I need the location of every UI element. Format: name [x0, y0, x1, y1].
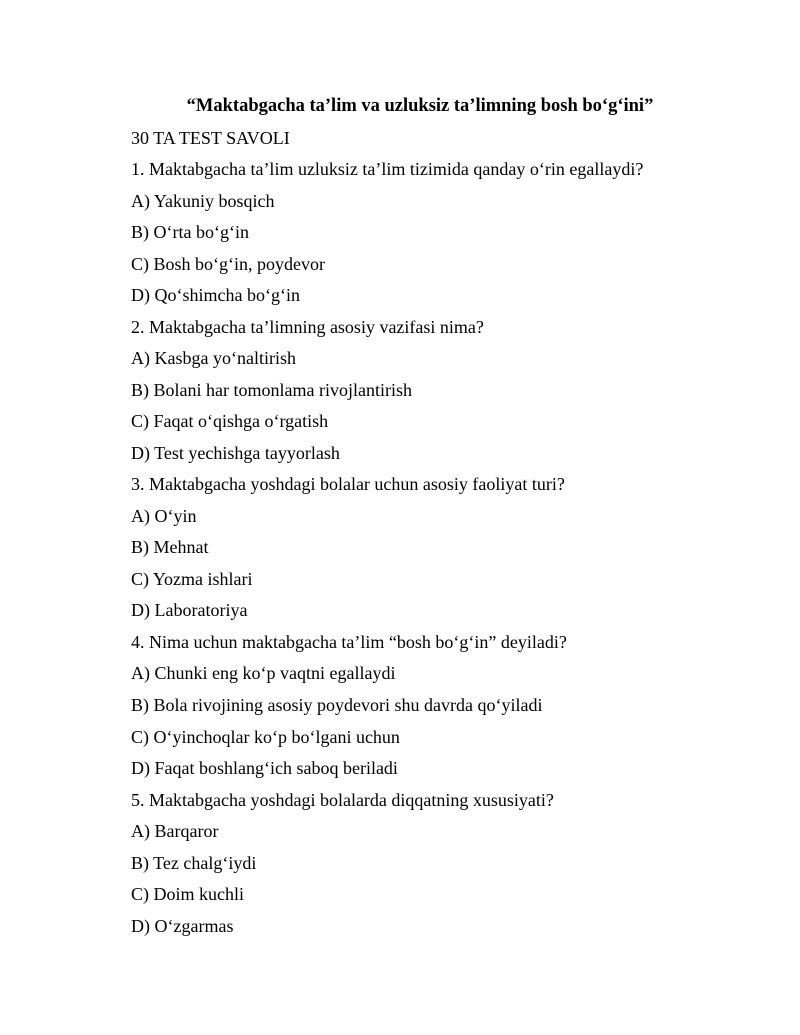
document-subtitle: 30 TA TEST SAVOLI — [131, 128, 290, 148]
question-4-option-d: D) Faqat boshlang‘ich saboq beriladi — [131, 758, 398, 778]
question-3-option-a: A) O‘yin — [131, 506, 197, 526]
question-2-option-c: C) Faqat o‘qishga o‘rgatish — [131, 411, 329, 431]
question-1-option-c: C) Bosh bo‘g‘in, poydevor — [131, 254, 325, 274]
question-5-option-a: A) Barqaror — [131, 821, 219, 841]
question-2-option-b: B) Bolani har tomonlama rivojlantirish — [131, 380, 412, 400]
question-2-option-d: D) Test yechishga tayyorlash — [131, 443, 340, 463]
question-1-text: 1. Maktabgacha ta’lim uzluksiz ta’lim tizimida qanday o‘rin egallaydi? — [131, 159, 644, 179]
question-5-text: 5. Maktabgacha yoshdagi bolalarda diqqatning xususiyati? — [131, 790, 554, 810]
question-2-text: 2. Maktabgacha ta’limning asosiy vazifasi nima? — [131, 317, 484, 337]
document-title: “Maktabgacha ta’lim va uzluksiz ta’limning bosh bo‘g‘ini” — [186, 96, 654, 116]
question-3-option-d: D) Laboratoriya — [131, 600, 248, 620]
question-5-option-c: C) Doim kuchli — [131, 884, 244, 904]
question-5-option-d: D) O‘zgarmas — [131, 916, 234, 936]
question-5-option-b: B) Tez chalg‘iydi — [131, 853, 257, 873]
question-4-text: 4. Nima uchun maktabgacha ta’lim “bosh bo‘g‘in” deyiladi? — [131, 632, 567, 652]
question-3-option-b: B) Mehnat — [131, 537, 209, 557]
question-3-text: 3. Maktabgacha yoshdagi bolalar uchun asosiy faoliyat turi? — [131, 474, 565, 494]
question-4-option-b: B) Bola rivojining asosiy poydevori shu davrda qo‘yiladi — [131, 695, 543, 715]
question-2-option-a: A) Kasbga yo‘naltirish — [131, 348, 296, 368]
question-1-option-a: A) Yakuniy bosqich — [131, 191, 275, 211]
question-1-option-d: D) Qo‘shimcha bo‘g‘in — [131, 285, 300, 305]
question-4-option-c: C) O‘yinchoqlar ko‘p bo‘lgani uchun — [131, 727, 400, 747]
question-4-option-a: A) Chunki eng ko‘p vaqtni egallaydi — [131, 663, 396, 683]
question-1-option-b: B) O‘rta bo‘g‘in — [131, 222, 249, 242]
question-3-option-c: C) Yozma ishlari — [131, 569, 253, 589]
